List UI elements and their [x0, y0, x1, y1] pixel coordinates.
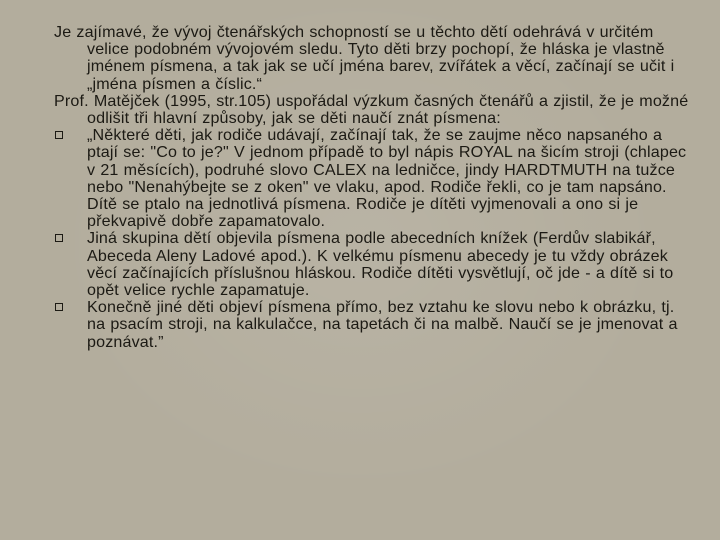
- square-bullet-icon: [55, 303, 63, 311]
- bullet-item-2: [54, 230, 694, 299]
- bullet-item-1: [54, 127, 694, 230]
- bullet-text-1: „Některé děti, jak rodiče udávají, začínají tak, že se zaujme něco napsaného a ptají se: "Co to je?" V jednom případě to byl nápis ROYAL na šicím stroji (chlapec v 21 měsících), podruhé slovo CALEX na ledničce, jindy HARDTMUTH na tužce nebo "Nenahýbejte se z oken" ve vlaku, apod. Rodiče řekli, co je tam napsáno. Dítě se ptalo na jednotlivá písmena. Rodiče je dítěti vyjmenovali a ono si je překvapivě dobře zapamatovalo.: [87, 126, 687, 231]
- square-bullet-icon: [55, 131, 63, 139]
- slide-body: [54, 24, 694, 351]
- bullet-text-3: Konečně jiné děti objeví písmena přímo, bez vztahu ke slovu nebo k obrázku, tj. na psacím stroji, na kalkulačce, na tapetách či na malbě. Naučí se je jmenovat a poznávat.”: [87, 298, 678, 351]
- bullet-text-2: Jiná skupina dětí objevila písmena podle abecedních knížek (Ferdův slabikář, Abeceda Aleny Ladové apod.). K velkému písmenu abecedy je tu vždy obrázek věcí začínajících příslušnou hláskou. Rodiče dítěti vysvětlují, oč jde - a dítě si to opět velice rychle zapamatuje.: [87, 229, 674, 300]
- intro-paragraph: Je zajímavé, že vývoj čtenářských schopností se u těchto dětí odehrává v určitém velice podobném vývojovém sledu. Tyto děti brzy pochopí, že hláska je vlastně jménem písmena, a tak jak se učí jména barev, zvířátek a věcí, začínají se učit i „jména písmen a číslic.“: [54, 23, 675, 93]
- bullet-item-3: [54, 299, 694, 351]
- study-paragraph: Prof. Matějček (1995, str.105) uspořádal výzkum časných čtenářů a zjistil, že je možné odlišit tři hlavní způsoby, jak se děti naučí znát písmena:: [54, 91, 689, 128]
- square-bullet-icon: [55, 234, 63, 242]
